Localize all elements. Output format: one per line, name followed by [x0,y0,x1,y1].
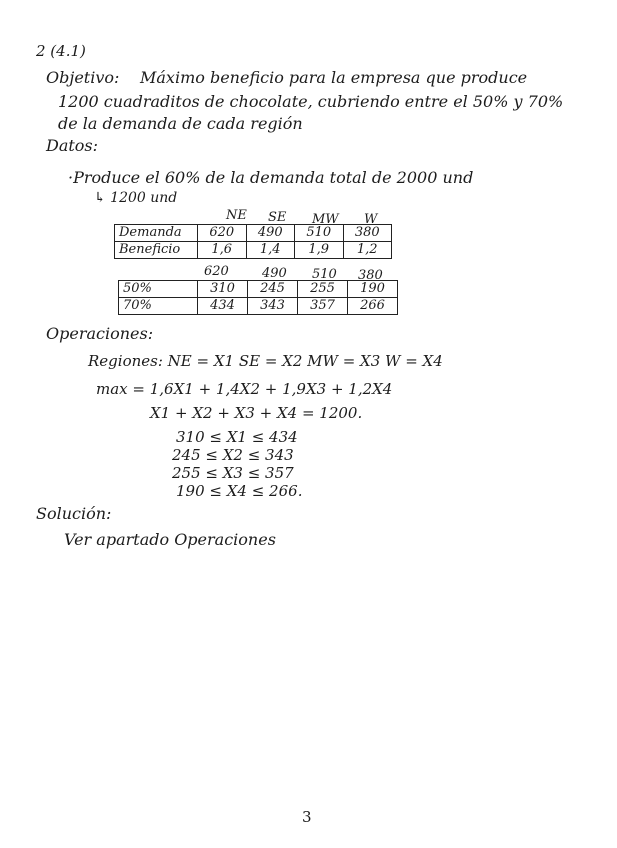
regiones-line: Regiones: NE = X1 SE = X2 MW = X3 W = X4 [88,352,443,370]
table-cell: 357 [298,298,348,315]
table1-header-mw: MW [312,212,339,227]
row-label-50: 50% [119,281,198,298]
table-cell: 310 [198,281,248,298]
table-cell: 266 [348,298,398,315]
table-cell: 380 [343,225,392,242]
datos-line-2: ↳ 1200 und [94,190,178,206]
datos-line-1: ·Produce el 60% de la demanda total de 2000 und [68,168,474,187]
constraint-x4: 190 ≤ X4 ≤ 266. [176,482,303,500]
table2-header-1: 620 [204,264,229,279]
table2-header-3: 510 [312,267,337,282]
solucion-label: Solución: [36,504,112,523]
solucion-text: Ver apartado Operaciones [64,530,276,549]
table1-header-w: W [364,212,378,227]
row-label-demanda: Demanda [115,225,198,242]
table1-header-ne: NE [226,208,247,223]
table-cell: 1,4 [246,242,295,259]
page-number: 3 [302,808,312,826]
datos-label: Datos: [46,136,99,155]
table-cell: 510 [295,225,344,242]
table-cell: 1,9 [295,242,344,259]
constraint-x3: 255 ≤ X3 ≤ 357 [172,464,294,482]
table-cell: 490 [246,225,295,242]
objective-function: max = 1,6X1 + 1,4X2 + 1,9X3 + 1,2X4 [96,380,393,398]
table-row [115,225,392,242]
table-cell: 1,2 [343,242,392,259]
table2-header-4: 380 [358,268,383,283]
table-cell: 190 [348,281,398,298]
objetivo-line-1: Máximo beneficio para la empresa que produce [140,68,528,87]
objetivo-line-3: de la demanda de cada región [58,114,303,133]
table1-header-se: SE [268,210,287,225]
objetivo-line-2: 1200 cuadraditos de chocolate, cubriendo entre el 50% y 70% [58,92,564,111]
table2-header-2: 490 [262,266,287,281]
table-cell: 434 [198,298,248,315]
table-cell: 255 [298,281,348,298]
table-cell: 1,6 [198,242,247,259]
constraint-x2: 245 ≤ X2 ≤ 343 [172,446,294,464]
table-cell: 343 [248,298,298,315]
exercise-heading: 2 (4.1) [36,42,86,60]
table-row [115,242,392,259]
constraint-x1: 310 ≤ X1 ≤ 434 [176,428,298,446]
operaciones-label: Operaciones: [46,324,154,343]
row-label-70: 70% [119,298,198,315]
sum-constraint: X1 + X2 + X3 + X4 = 1200. [150,404,363,422]
table-cell: 620 [198,225,247,242]
table-cell: 245 [248,281,298,298]
row-label-beneficio: Beneficio [115,242,198,259]
table-row [119,281,398,298]
percentage-table [118,280,398,315]
table-row [119,298,398,315]
objetivo-label: Objetivo: [46,68,120,87]
demand-benefit-table [114,224,392,259]
